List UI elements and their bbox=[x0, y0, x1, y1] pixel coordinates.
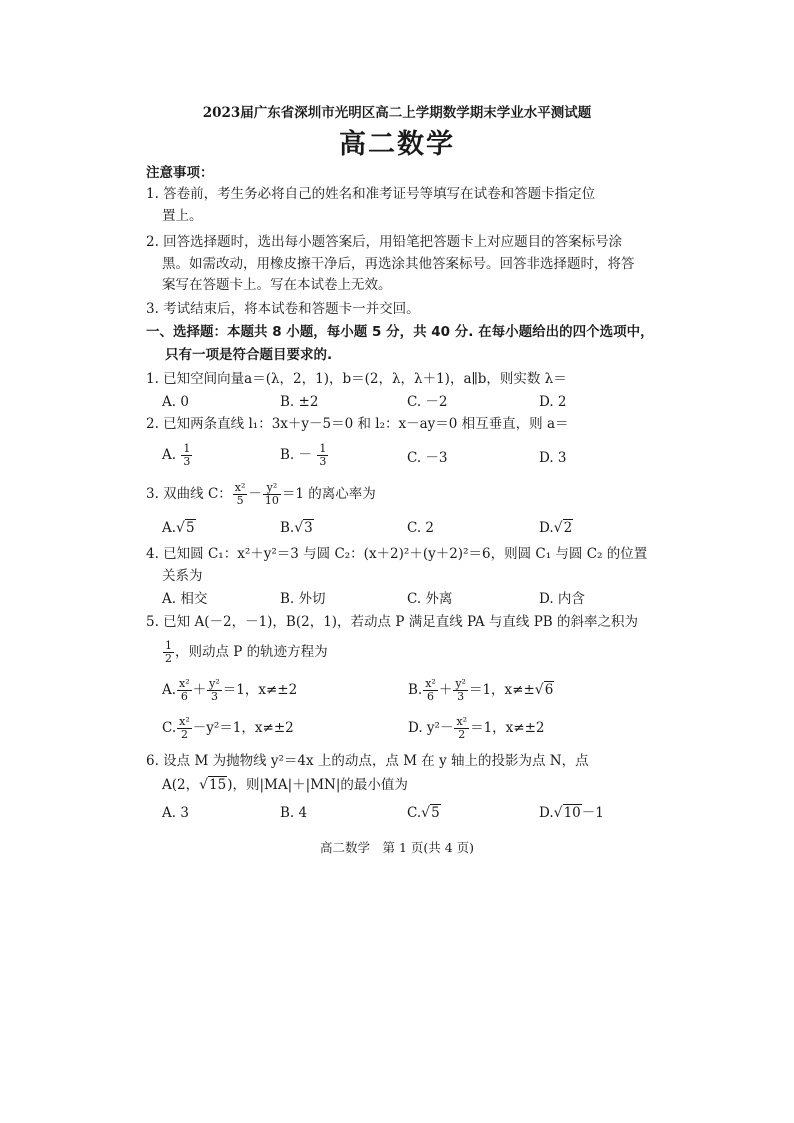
page-footer: 高二数学 第 1 页(共 4 页) bbox=[319, 840, 475, 855]
q4-option-b: B. 外切 bbox=[280, 591, 326, 607]
q2-option-b: B. － $\frac{1}{3}$ bbox=[280, 442, 327, 468]
question-5-stem-line-2: $\frac{1}{2}$ ，则动点 P 的轨迹方程为 bbox=[165, 639, 328, 665]
q2-option-c: C. －3 bbox=[407, 450, 448, 466]
question-5-options-row-1 bbox=[162, 678, 722, 708]
q1-option-b: B. ±2 bbox=[280, 394, 319, 410]
question-4-stem-line-1: 4. 已知圆 C₁：x²＋y²＝3 与圆 C₂：(x＋2)²＋(y＋2)²＝6，则圆 C₁ 与圆 C₂ 的位置 bbox=[146, 546, 648, 562]
q3-option-d: D.√2 bbox=[539, 520, 573, 536]
note-2-line-2: 黑。如需改动，用橡皮擦干净后，再选涂其他答案标号。回答非选择题时，将答 bbox=[162, 256, 635, 272]
question-1-stem: 1. 已知空间向量a＝(λ，2，1)，b＝(2，λ，λ＋1)，a∥b，则实数 λ＝ bbox=[146, 371, 567, 387]
note-1-line-2: 置上。 bbox=[162, 208, 203, 224]
q2-option-d: D. 3 bbox=[539, 450, 567, 466]
question-2-stem: 2. 已知两条直线 l₁：3x＋y－5＝0 和 l₂：x－ay＝0 相互垂直，则 a＝ bbox=[146, 416, 569, 432]
q4-option-d: D. 内含 bbox=[539, 591, 585, 607]
q3-option-a: A.√5 bbox=[162, 520, 195, 536]
notes-heading: 注意事项： bbox=[146, 165, 214, 181]
section-1-line-2: 只有一项是符合题目要求的. bbox=[165, 347, 333, 363]
q6-option-b: B. 4 bbox=[280, 805, 308, 821]
question-6-stem-line-2: A(2，√15)，则|MA|＋|MN|的最小值为 bbox=[162, 777, 408, 793]
q2-option-a: A. $\frac{1}{3}$ bbox=[162, 442, 191, 468]
q4-option-a: A. 相交 bbox=[162, 591, 208, 607]
exam-title: 高二数学 bbox=[339, 129, 455, 160]
note-3: 3. 考试结束后，将本试卷和答题卡一并交回。 bbox=[146, 301, 420, 317]
question-1-options bbox=[162, 392, 632, 414]
question-6-stem-line-1: 6. 设点 M 为抛物线 y²＝4x 上的动点，点 M 在 y 轴上的投影为点 N，点 bbox=[146, 753, 589, 769]
q3-option-c: C. 2 bbox=[407, 520, 435, 536]
q1-option-c: C. －2 bbox=[407, 394, 448, 410]
q6-option-c: C.√5 bbox=[407, 805, 440, 821]
section-1-line-1: 一、选择题：本题共 8 小题，每小题 5 分，共 40 分. 在每小题给出的四个选项中， bbox=[146, 324, 654, 340]
q1-option-a: A. 0 bbox=[162, 394, 189, 410]
q6-option-d: D.√10－1 bbox=[539, 805, 604, 821]
question-2-options bbox=[162, 443, 632, 471]
question-4-stem-line-2: 关系为 bbox=[162, 568, 203, 584]
note-1-line-1: 1. 答卷前，考生务必将自己的姓名和准考证号等填写在试卷和答题卡指定位 bbox=[146, 186, 596, 202]
q5-option-a: A. $\frac{\text{x²}}{6}$ ＋ $\frac{\text{y²}}{3}$ ＝1，x≠±2 bbox=[162, 677, 298, 703]
note-2-line-1: 2. 回答选择题时，选出每小题答案后，用铅笔把答题卡上对应题目的答案标号涂 bbox=[146, 234, 623, 250]
q5-option-b: B. $\frac{\text{x²}}{6}$ ＋ $\frac{\text{y²}}{3}$ ＝1，x≠±√6 bbox=[408, 677, 554, 703]
question-6-options bbox=[162, 803, 632, 825]
q1-option-d: D. 2 bbox=[539, 394, 567, 410]
q5-option-c: C. $\frac{\text{x²}}{2}$ －y²＝1，x≠±2 bbox=[162, 715, 294, 741]
q6-option-a: A. 3 bbox=[162, 805, 189, 821]
q3-option-b: B.√3 bbox=[280, 520, 313, 536]
note-2-line-3: 案写在答题卡上。写在本试卷上无效。 bbox=[162, 277, 392, 293]
question-3-stem: 3. 双曲线 C： $\frac{\text{x²}}{5}$ － $\frac{\text{y²}}{10}$ ＝1 的离心率为 bbox=[146, 481, 376, 507]
question-5-options-row-2 bbox=[162, 716, 722, 746]
question-3-options bbox=[162, 518, 632, 540]
q4-option-c: C. 外离 bbox=[407, 591, 453, 607]
question-5-stem-line-1: 5. 已知 A(－2，－1)，B(2，1)，若动点 P 满足直线 PA 与直线 PB 的斜率之积为 bbox=[146, 614, 638, 630]
question-4-options bbox=[162, 589, 632, 611]
exam-subtitle: 2023届广东省深圳市光明区高二上学期数学期末学业水平测试题 bbox=[202, 105, 592, 121]
q5-option-d: D. y²－ $\frac{\text{x²}}{2}$ ＝1，x≠±2 bbox=[408, 715, 545, 741]
